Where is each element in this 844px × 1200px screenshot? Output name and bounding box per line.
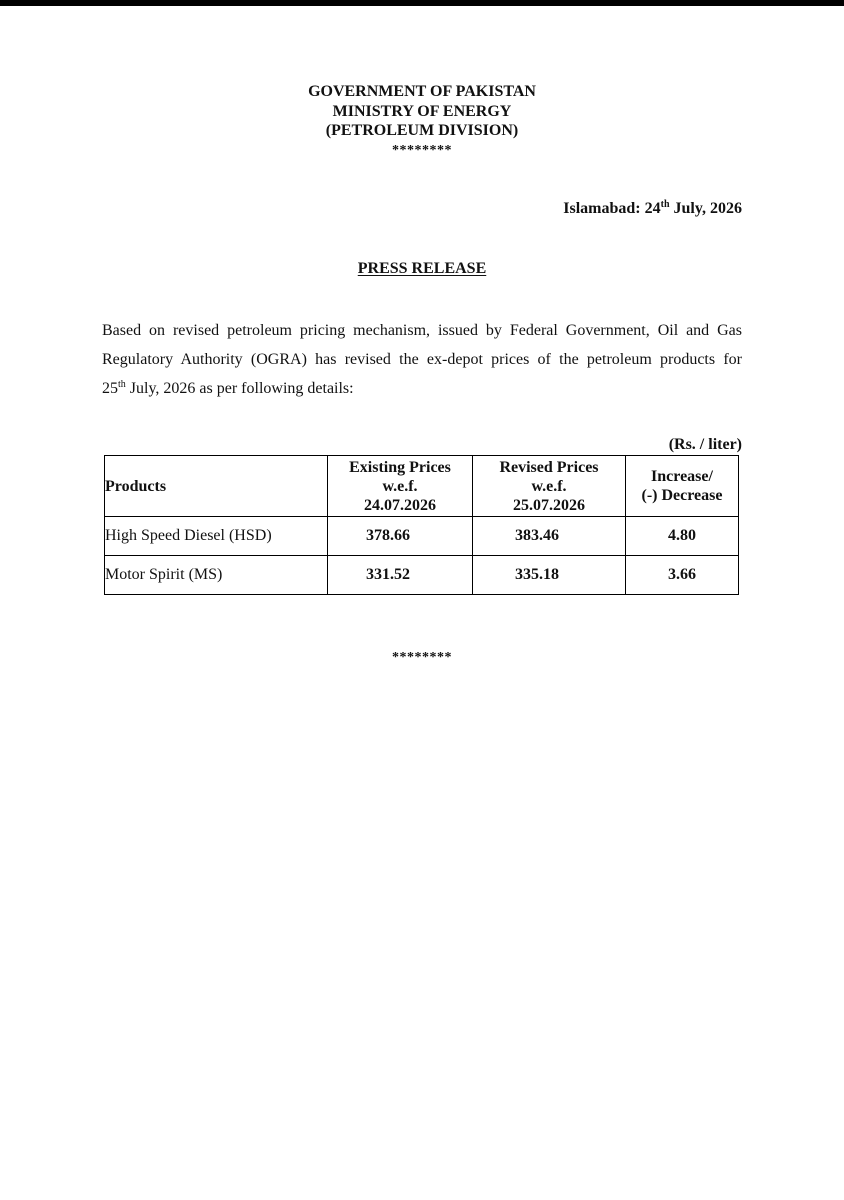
letterhead-ministry: MINISTRY OF ENERGY — [332, 102, 512, 120]
dateline-prefix: Islamabad: 24 — [563, 200, 661, 217]
letterhead-division: (PETROLEUM DIVISION) — [325, 122, 519, 139]
paragraph-line-3 — [102, 374, 742, 403]
top-border — [0, 0, 844, 6]
paragraph-line-1: Based on revised petroleum pricing mechanism, issued by Federal Government, Oil and Gas — [102, 322, 742, 339]
header-change-line-2: (-) Decrease — [641, 487, 723, 504]
footer-separator: ******** — [392, 650, 452, 665]
unit-label: (Rs. / liter) — [668, 436, 742, 453]
dateline — [563, 200, 742, 218]
letterhead-government: GOVERNMENT OF PAKISTAN — [308, 83, 536, 100]
header-existing-line-3: 24.07.2026 — [364, 496, 436, 514]
header-existing-prices — [328, 456, 473, 517]
paragraph-date-prefix: 25 — [102, 380, 118, 397]
revised-price: 383.46 — [473, 517, 626, 556]
product-name: Motor Spirit (MS) — [105, 556, 328, 595]
header-revised-prices — [473, 456, 626, 517]
existing-price: 331.52 — [328, 556, 473, 595]
header-revised-line-1: Revised Prices — [499, 458, 599, 476]
header-existing-line-2: w.e.f. — [382, 477, 418, 495]
dateline-suffix: July, 2026 — [669, 200, 742, 217]
header-change — [626, 456, 739, 517]
header-revised-line-3: 25.07.2026 — [513, 496, 585, 514]
table-row — [105, 517, 739, 556]
price-change: 4.80 — [626, 517, 739, 556]
press-release-title — [0, 260, 844, 278]
letterhead — [0, 82, 844, 160]
press-release-title-text: PRESS RELEASE — [357, 260, 487, 277]
header-products: Products — [105, 456, 328, 517]
dateline-superscript: th — [660, 199, 670, 210]
header-change-line-1: Increase/ — [651, 468, 713, 485]
body-paragraph — [102, 316, 742, 403]
paragraph-line-3-text: July, 2026 as per following details: — [125, 380, 354, 397]
price-change: 3.66 — [626, 556, 739, 595]
paragraph-line-2: Regulatory Authority (OGRA) has revised the ex-depot prices of the petroleum products for — [102, 351, 742, 368]
product-name: High Speed Diesel (HSD) — [105, 517, 328, 556]
table-row — [105, 556, 739, 595]
header-revised-line-2: w.e.f. — [531, 477, 567, 495]
price-table — [104, 455, 739, 595]
paragraph-date-superscript: th — [118, 379, 126, 390]
table-header-row — [105, 456, 739, 517]
header-existing-line-1: Existing Prices — [349, 458, 451, 476]
letterhead-separator: ******** — [392, 142, 452, 158]
revised-price: 335.18 — [473, 556, 626, 595]
existing-price: 378.66 — [328, 517, 473, 556]
